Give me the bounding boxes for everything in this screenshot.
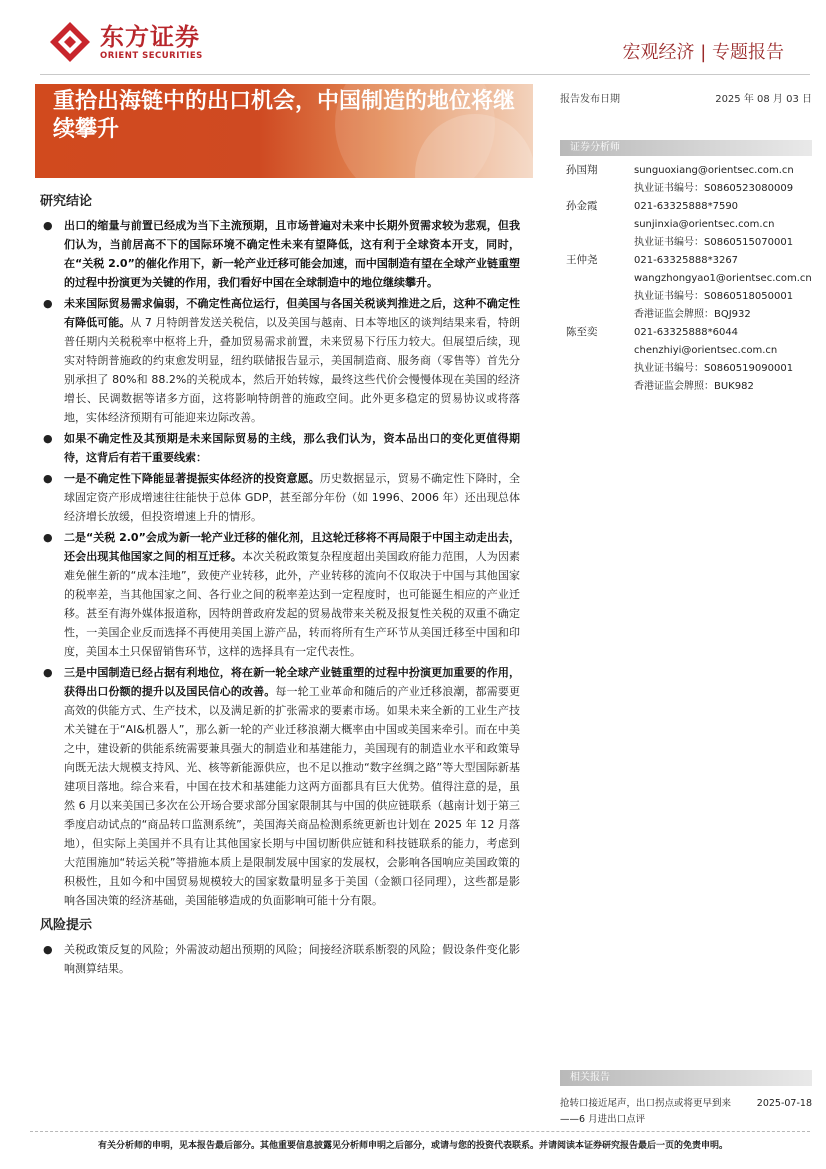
analyst-email[interactable]: sunjinxia@orientsec.com.cn xyxy=(634,219,775,230)
logo-mark-icon xyxy=(48,20,92,64)
analyst-phone: 021-63325888*6044 xyxy=(634,327,739,338)
analyst-item xyxy=(560,252,812,324)
report-title: 重拾出海链中的出口机会，中国制造的地位将继续攀升 xyxy=(53,89,516,142)
title-banner xyxy=(35,84,533,178)
analyst-item xyxy=(560,324,812,396)
bullet-bold-text: 一是不确定性下降能显著提振实体经济的投资意愿。 xyxy=(64,472,320,485)
related-report-date: 2025-07-18 xyxy=(756,1098,812,1109)
analyst-name: 孙国翔 xyxy=(566,164,598,176)
analyst-email[interactable]: sunguoxiang@orientsec.com.cn xyxy=(634,165,794,176)
related-report-title[interactable]: 抢转口接近尾声，出口拐点或将更早到来 xyxy=(560,1098,732,1109)
bullet-text: 本次关税政策复杂程度超出美国政府能力范围，人为因素难免催生新的“成本洼地”，致使产业转移，此外，产业转移的流向不仅取决于中国与其他国家的税率差，当其他国家之间、各行业之间的税率差达到一定程度时，也可能诞生相应的产业迁移。甚至有海外媒体报道称，因特朗普政府发起的贸易战带来关税及报复性关税的双重不确定性，一美国企业反而选择不再使用美国上游产品，转而将所有生产环节从美国迁移至中国和印度，美国本土只保留销售环节，这样的选择具有一定代表性。 xyxy=(64,550,520,658)
conclusion-bullet xyxy=(40,663,520,910)
analyst-section-header: 证券分析师 xyxy=(560,140,812,156)
analyst-license: 执业证书编号：S0860519090001 xyxy=(634,363,794,374)
related-report-subtitle: ——6 月进出口点评 xyxy=(560,1114,646,1125)
analyst-license: 执业证书编号：S0860523080009 xyxy=(634,183,794,194)
publish-date-value: 2025 年 08 月 03 日 xyxy=(715,94,812,105)
bullet-bold-text: 二是“关税 2.0”会成为新一轮产业迁移的催化剂，且这轮迁移将不再局限于中国主动走出去，还会出现其他国家之间的相互迁移。 xyxy=(64,531,520,563)
bullet-text: 历史数据显示，贸易不确定性下降时，全球固定资产形成增速往往能快于总体 GDP，甚至部分年份（如 1996、2006 年）还出现总体经济增长放缓，但投资增速上升的情形。 xyxy=(64,472,520,523)
bullet-icon: ● xyxy=(43,297,53,310)
conclusion-bullet xyxy=(40,429,520,467)
related-section-header: 相关报告 xyxy=(560,1070,812,1086)
risk-text: 关税政策反复的风险；外需波动超出预期的风险；间接经济联系断裂的风险；假设条件变化影响测算结果。 xyxy=(64,943,520,975)
conclusion-heading: 研究结论 xyxy=(40,194,93,209)
analyst-list xyxy=(560,162,812,396)
analyst-name: 孙金霞 xyxy=(566,200,598,212)
company-logo xyxy=(48,20,203,64)
header-divider xyxy=(40,74,810,75)
bullet-icon: ● xyxy=(43,432,53,445)
conclusion-bullet xyxy=(40,469,520,526)
report-type: 宏观经济 | 专题报告 xyxy=(622,42,784,63)
analyst-item xyxy=(560,198,812,252)
footer-divider xyxy=(30,1131,810,1132)
analyst-phone: 021-63325888*7590 xyxy=(634,201,739,212)
bullet-icon: ● xyxy=(43,943,53,956)
logo-en: ORIENT SECURITIES xyxy=(100,50,203,61)
conclusion-bullet xyxy=(40,528,520,661)
bullet-icon: ● xyxy=(43,531,53,544)
bullet-icon: ● xyxy=(43,219,53,232)
analyst-email[interactable]: chenzhiyi@orientsec.com.cn xyxy=(634,345,778,356)
analyst-name: 陈至奕 xyxy=(566,326,598,338)
bullet-bold-text: 未来国际贸易需求偏弱，不确定性高位运行，但美国与各国关税谈判推进之后，这种不确定性有降低可能。 xyxy=(64,297,520,329)
analyst-name: 王仲尧 xyxy=(566,254,598,266)
bullet-text: 从 7 月特朗普发送关税信，以及美国与越南、日本等地区的谈判结果来看，特朗普任期内关税税率中枢将上升，叠加贸易需求前置，未来贸易下行压力较大。但展望后续，现实对特朗普施政的约束愈发明显，纽约联储报告显示，美国制造商、服务商（零售等）首先分别承担了 80%和 88.2%的关税成本，然后开始转嫁，最终这些代价会慢慢体现在美国的经济增长、民调数据等诸多方面，这将影响特朗普的施政空间。此外更多稳定的贸易协议或将落地，实体经济预期有可能迎来边际改善。 xyxy=(64,316,520,424)
bullet-bold-text: 如果不确定性及其预期是未来国际贸易的主线，那么我们认为，资本品出口的变化更值得期待，这背后有若干重要线索： xyxy=(64,432,520,464)
related-report-item[interactable] xyxy=(560,1096,812,1125)
analyst-item xyxy=(560,162,812,198)
analyst-hk-license: 香港证监会牌照：BQJ932 xyxy=(634,309,751,320)
publish-date-label: 报告发布日期 xyxy=(560,94,620,105)
footer-disclaimer: 有关分析师的申明，见本报告最后部分。其他重要信息披露见分析师申明之后部分，或请与您的投资代表联系。并请阅读本证券研究报告最后一页的免责申明。 xyxy=(97,1141,728,1151)
risk-heading: 风险提示 xyxy=(40,918,93,933)
bullet-bold-text: 三是中国制造已经占据有利地位，将在新一轮全球产业链重塑的过程中扮演更加重要的作用，获得出口份额的提升以及国民信心的改善。 xyxy=(64,666,520,698)
bullet-text: 每一轮工业革命和随后的产业迁移浪潮，都需要更高效的供能方式、生产技术，以及满足新的扩张需求的要素市场。如果未来全新的工业生产技术关键在于“AI&机器人”，那么新一轮的产业迁移浪潮大概率由中国或美国来牵引。而在中美之中，建设新的供能系统需要兼具强大的制造业和基建能力，美国现有的制造业水平和政策导向既无法大规模支持风、光、核等新能源供应，也不足以推动“数字丝绸之路”等大型国际新基建项目落地。综合来看，中国在技术和基建能力这两方面都具有巨大优势。值得注意的是，虽然 6 月以来美国已多次在公开场合要求部分国家限制其与中国的供应链联系（越南计划于第三季度启动试点的“商品转口监测系统”，美国海关商品检测系统更新也计划在 2025 年 12 月落地），但实际上美国并不具有让其他国家长期与中国切断供应链和科技链联系的能力，考虑到大范围施加“转运关税”等措施本质上是限制发展中国家的发展权，会影响各国响应美国政策的积极性，且如今和中国贸易规模较大的国家数量明显多于美国（金额口径同理），这些都是影响各国决策的经济基础，美国能够造成的负面影响可能十分有限。 xyxy=(64,685,520,907)
conclusion-bullet xyxy=(40,216,520,292)
analyst-license: 执业证书编号：S0860518050001 xyxy=(634,291,794,302)
main-content xyxy=(40,192,520,980)
bullet-icon: ● xyxy=(43,666,53,679)
logo-cn: 东方证券 xyxy=(100,22,200,51)
conclusion-bullet xyxy=(40,294,520,427)
analyst-hk-license: 香港证监会牌照：BUK982 xyxy=(634,381,754,392)
analyst-phone: 021-63325888*3267 xyxy=(634,255,739,266)
risk-bullet xyxy=(40,940,520,978)
publish-date-row xyxy=(560,90,812,105)
bullet-icon: ● xyxy=(43,472,53,485)
analyst-license: 执业证书编号：S0860515070001 xyxy=(634,237,794,248)
analyst-email[interactable]: wangzhongyao1@orientsec.com.cn xyxy=(634,273,812,284)
bullet-bold-text: 出口的缩量与前置已经成为当下主流预期，且市场普遍对未来中长期外贸需求较为悲观，但我们认为，当前居高不下的国际环境不确定性未来有望降低，这有利于全球资本开支，同时，在“关税 2.0”的催化作用下，新一轮产业迁移可能会加速，而中国制造有望在全球产业链重塑的过程中扮演更为关键的作用，我们看好中国在全球制造中的地位继续攀升。 xyxy=(64,219,520,289)
